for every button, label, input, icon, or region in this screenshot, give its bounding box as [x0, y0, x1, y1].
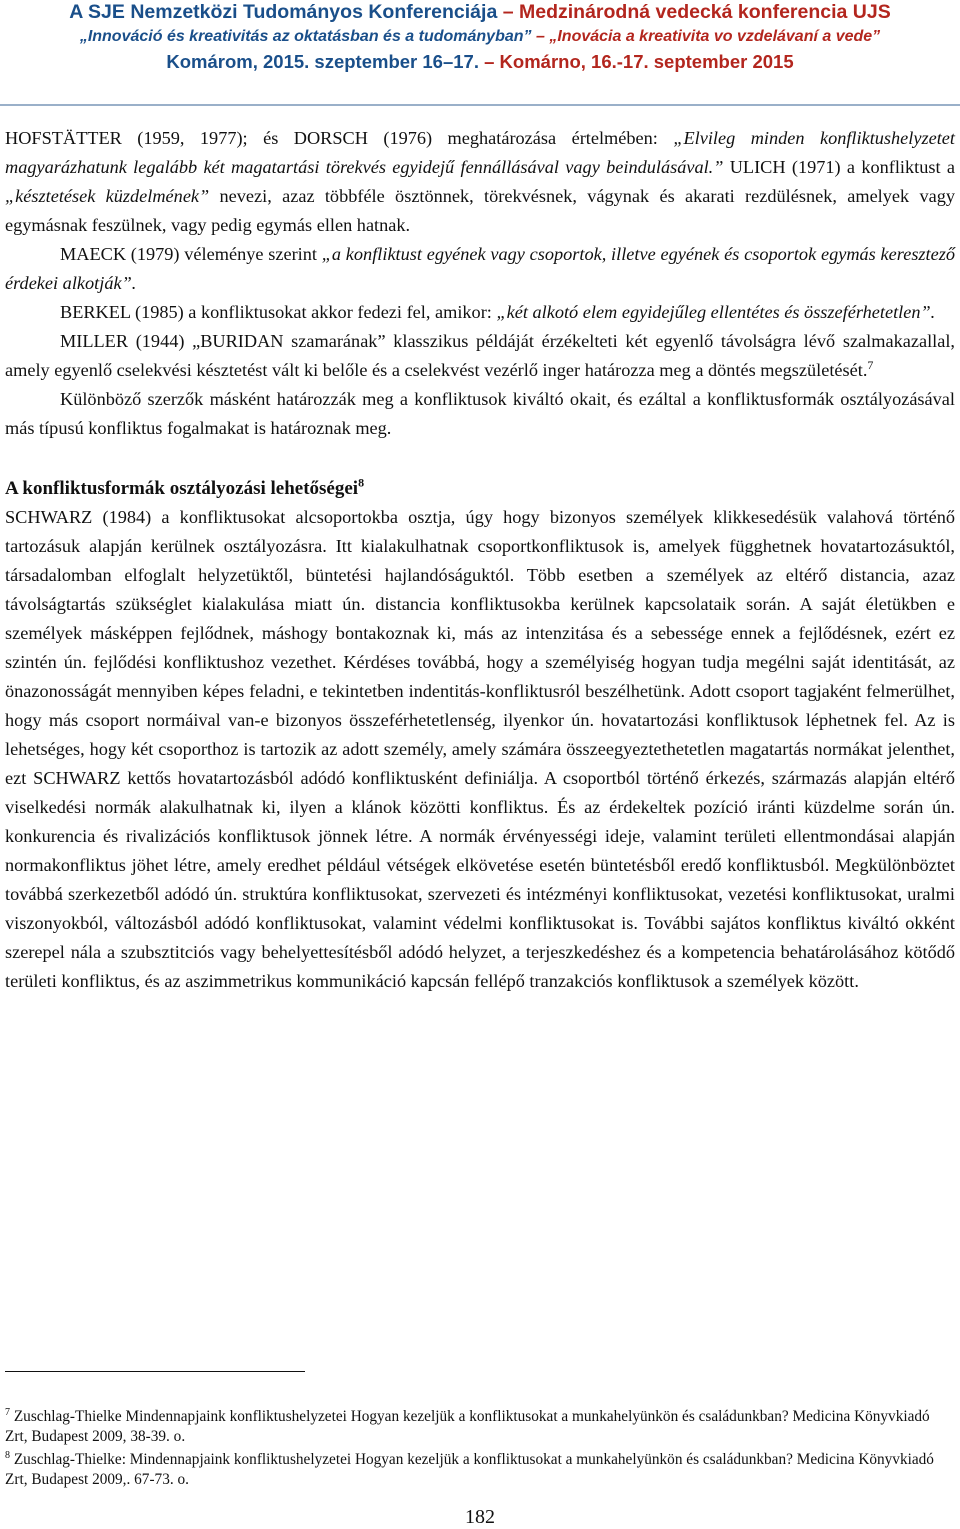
paragraph-kulonbozo: Különböző szerzők másként határozzák meg a konfliktusok kiváltó okait, és ezáltal a konfliktusformák osztályozásával más típusú konfliktus fogalmakat is határoznak meg.: [5, 389, 955, 438]
header-date-sk: Komárno, 16.-17. september 2015: [499, 51, 794, 72]
header-title-line: [0, 0, 960, 25]
footnote-number: 8: [5, 1449, 10, 1461]
footnote-ref-8: 8: [358, 475, 365, 490]
footnote-number: 7: [5, 1406, 10, 1418]
footnote-ref-7: 7: [867, 357, 874, 372]
section-heading: A konfliktusformák osztályozási lehetőségei$^8$: [5, 475, 365, 499]
footnote-8: [5, 1450, 955, 1490]
footnote-7: [5, 1407, 955, 1447]
footnote-separator: [5, 1371, 305, 1372]
header-dash: –: [502, 1, 514, 23]
paragraph-maeck: MAECK (1979) véleménye szerint „a konfliktust egyének vagy csoportok, illetve egyének és csoportok egymás keresztező érdekei alkotják”.: [5, 244, 955, 293]
conference-header: [0, 0, 960, 106]
main-text: [5, 124, 955, 996]
paragraph-schwarz: SCHWARZ (1984) a konfliktusokat alcsoportokba osztja, úgy hogy bizonyos személyek klikkesedésük valahová történő tartozásuk alapján kerülnek osztályozásra. Itt kialakulhatnak csoportkonfliktusok is, amelyek függhetnek hovatartozásuktól, társadalomban elfoglalt helyzetüktől, büntetési hajlandóságuktól. Több esetben a személyek az eltérő distancia, azaz távolságtartás szükséglet kialakulása miatt ún. distancia konfliktusokba kerülnek kapcsolataik során. A saját életükben e személyek másképpen fejlődnek, máshogy bontakoznak ki, más az intenzitása és a sebessége ennek a fejlődésnek, ezért ez szintén ún. fejlődési konfliktushoz vezethet. Kérdéses továbbá, hogy a személyiség hogyan tudja megélni saját identitását, az önazonosságát mennyiben képes feladni, e tekintetben indentitás-konfliktusról beszélhetünk. Adott csoport tagjaként felmerülhet, hogy más csoport normáival van-e bizonyos összeférhetetlenség, ilyenkor ún. hovatartozási konfliktusok léphetnek fel. Az is lehetséges, hogy két csoporthoz is tartozik az adott személy, amely számára összeegyeztethetetlen magatartás normákat jelenthet, ezt SCHWARZ kettős hovatartozásból adódó konfliktusként definiálja. A csoportból történő érkezés, származás alapján eltérő viselkedési normák alakulhatnak ki, ilyen a klánok közötti konfliktus. És az érdekeltek pozíció iránti küzdelme során ún. konkurencia és rivalizációs konfliktusok jönnek létre. A normák érvényességi ideje, valamint területi ellentmondásai alapján normakonfliktus jöhet létre, amely eredhet például vétségek elkövetése esetén büntetésből eredő konfliktusból. Megkülönböztet továbbá szerkezetből adódó ún. struktúra konfliktusokat, szervezeti és intézményi konfliktusokat, vezetési konfliktusokat, uralmi viszonyokból, változásból adódó konfliktusokat, valamint védelmi konfliktusokat is. További sajátos konfliktus kiváltó okként szerepel nála a szubsztitciós vagy behelyettesítésből adódó helyzet, a terjeszkedéshez és a kompetencia behatárolásához kötődő területi konfliktus, és az aszimmetrikus kommunikáció kapcsán fellépő tranzakciós konfliktusok a személyek között.: [5, 507, 955, 991]
quote-elvileg: „Elvileg minden konfliktushelyzetet magyarázhatunk legalább két magatartási törekvés egyidejű fennállásával vagy beindulásával.”: [5, 128, 955, 177]
header-motto-sk: „Inovácia a kreativita vo vzdelávaní a vede”: [549, 28, 881, 45]
paragraph-hofstatter: HOFSTÄTTER (1959, 1977); és DORSCH (1976) meghatározása értelmében: „Elvileg minden konfliktushelyzetet magyarázhatunk legalább két magatartási törekvés egyidejű fennállásával vagy beindulásával.” ULICH (1971) a konfliktust a „késztetések küzdelmének” nevezi, azaz többféle ösztönnek, törekvésnek, vágynak és akarati rezdülésnek, amelyek vagy egymásnak feszülnek, vagy pedig egymás ellen hatnak.: [5, 128, 955, 235]
header-title-sk: Medzinárodná vedecká konferencia UJS: [519, 1, 891, 23]
paragraph-berkel: BERKEL (1985) a konfliktusokat akkor fedezi fel, amikor: „két alkotó elem egyidejűleg ellentétes és összeférhetetlen”.: [60, 302, 936, 322]
quote-ulich: „késztetések küzdelmének”: [5, 186, 210, 206]
quote-berkel: „két alkotó elem egyidejűleg ellentétes és összeférhetetlen”.: [496, 302, 936, 322]
header-dash: –: [484, 51, 495, 72]
paragraph-miller: MILLER (1944) „BURIDAN szamarának” klasszikus példáját érzékelteti két egyenlő távolságra lévő szalmakazallal, amely egyenlő cselekvési késztetést vált ki belőle és a cselekvést vezérlő inger határozza meg a döntés megszületését.$^7$: [5, 331, 955, 380]
quote-maeck: „a konfliktust egyének vagy csoportok, illetve egyének és csoportok egymás keresztező érdekei alkotják”.: [5, 244, 955, 293]
header-dash: –: [535, 28, 545, 45]
page-number: 182: [465, 1506, 495, 1528]
header-date-line: [0, 49, 960, 75]
header-date-hu: Komárom, 2015. szeptember 16–17.: [166, 51, 479, 72]
header-motto-hu: „Innováció és kreativitás az oktatásban és a tudományban”: [79, 28, 532, 45]
footnote-text: Zuschlag-Thielke: Mindennapjaink konfliktushelyzetei Hogyan kezeljük a konfliktusokat a munkahelyünkön és családunkban? Medicina Könyvkiadó Zrt, Budapest 2009,. 67-73. o.: [5, 1451, 934, 1488]
footnote-text: Zuschlag-Thielke Mindennapjaink konfliktushelyzetei Hogyan kezeljük a konfliktusokat a munkahelyünkön és családunkban? Medicina Könyvkiadó Zrt, Budapest 2009, 38-39. o.: [5, 1408, 930, 1445]
header-title-hu: A SJE Nemzetközi Tudományos Konferenciája: [69, 1, 498, 23]
footnotes: [5, 1407, 955, 1493]
header-motto-line: [0, 25, 960, 49]
